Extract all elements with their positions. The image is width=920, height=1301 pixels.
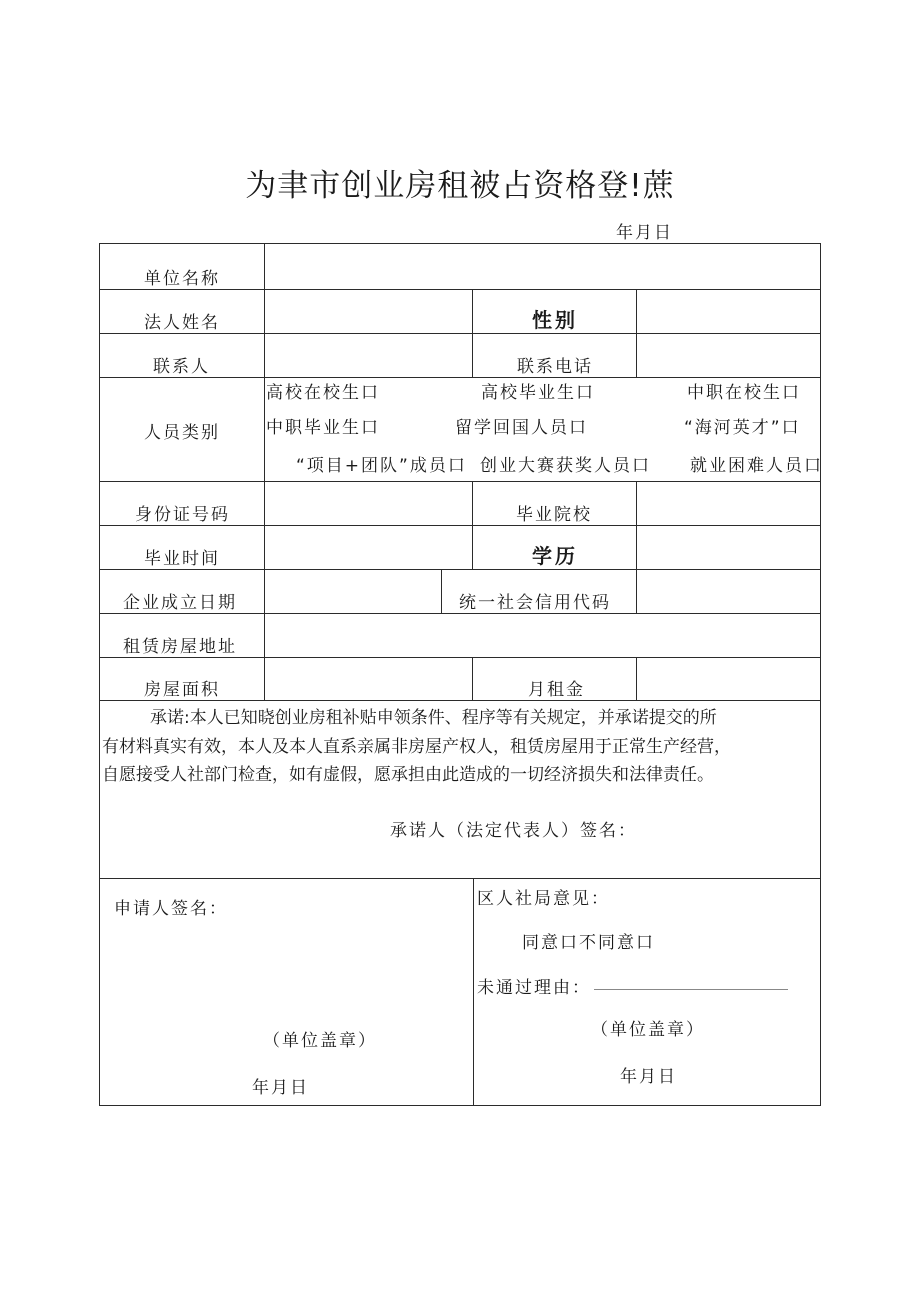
gender-field[interactable] <box>638 291 818 332</box>
promisor-signature-label: 承诺人（法定代表人）签名： <box>390 821 637 841</box>
person-type-option[interactable]: 留学回国人员口 <box>455 418 588 438</box>
promise-line: 承诺:本人已知晓创业房租补贴申领条件、程序等有关规定，并承诺提交的所 <box>150 708 717 728</box>
registration-form <box>99 243 821 1106</box>
bureau-date: 年月日 <box>620 1067 677 1087</box>
bureau-agree-options[interactable]: 同意口不同意口 <box>522 933 655 953</box>
monthly-rent-label: 月租金 <box>528 680 585 700</box>
id-number-label: 身份证号码 <box>135 505 230 525</box>
applicant-signature-label: 申请人签名： <box>114 899 228 919</box>
monthly-rent-field[interactable] <box>638 659 818 699</box>
bureau-seal-label: （单位盖章） <box>591 1020 705 1040</box>
reject-reason-line[interactable] <box>594 989 788 990</box>
establish-date-label: 企业成立日期 <box>123 593 237 613</box>
gender-label: 性别 <box>532 308 578 332</box>
header-date: 年月日 <box>616 223 673 243</box>
legal-person-label: 法人姓名 <box>144 313 220 333</box>
promise-line: 自愿接受人社部门检查，如有虚假，愿承担由此造成的一切经济损失和法律责任。 <box>102 765 714 785</box>
contact-phone-field[interactable] <box>638 335 818 376</box>
unit-name-label: 单位名称 <box>144 269 220 289</box>
applicant-seal-label: （单位盖章） <box>263 1031 377 1051</box>
graduate-school-field[interactable] <box>638 483 818 524</box>
contact-field[interactable] <box>266 335 470 376</box>
area-field[interactable] <box>266 659 470 699</box>
person-type-label: 人员类别 <box>144 423 220 443</box>
credit-code-field[interactable] <box>638 571 818 612</box>
rental-address-label: 租赁房屋地址 <box>123 637 237 657</box>
person-type-option[interactable]: 中职在校生口 <box>687 383 801 403</box>
education-label: 学历 <box>532 544 578 568</box>
establish-date-field[interactable] <box>266 571 439 612</box>
rental-address-field[interactable] <box>266 615 818 656</box>
contact-phone-label: 联系电话 <box>517 357 593 377</box>
person-type-option[interactable]: 中职毕业生口 <box>266 418 380 438</box>
bureau-opinion-label: 区人社局意见： <box>477 889 610 909</box>
person-type-option[interactable]: “海河英才”口 <box>684 418 801 438</box>
credit-code-label: 统一社会信用代码 <box>459 593 611 613</box>
graduation-time-label: 毕业时间 <box>144 549 220 569</box>
area-label: 房屋面积 <box>144 680 220 700</box>
person-type-option[interactable]: 高校在校生口 <box>266 383 380 403</box>
person-type-option[interactable]: 创业大赛获奖人员口 <box>480 456 651 476</box>
reject-reason-label: 未通过理由： <box>477 978 591 998</box>
contact-label: 联系人 <box>153 357 210 377</box>
education-field[interactable] <box>638 527 818 568</box>
graduation-time-field[interactable] <box>266 527 470 568</box>
graduate-school-label: 毕业院校 <box>516 505 592 525</box>
promise-line: 有材料真实有效，本人及本人直系亲属非房屋产权人，租赁房屋用于正常生产经营， <box>102 737 731 757</box>
form-title: 为聿市创业房租被占资格登!蔗 <box>245 168 675 204</box>
person-type-option[interactable]: 就业困难人员口 <box>690 456 823 476</box>
applicant-date: 年月日 <box>252 1078 309 1098</box>
unit-name-field[interactable] <box>266 246 818 288</box>
id-number-field[interactable] <box>266 483 470 524</box>
person-type-option[interactable]: “项目+团队”成员口 <box>296 456 467 476</box>
legal-person-field[interactable] <box>266 291 470 332</box>
person-type-option[interactable]: 高校毕业生口 <box>481 383 595 403</box>
